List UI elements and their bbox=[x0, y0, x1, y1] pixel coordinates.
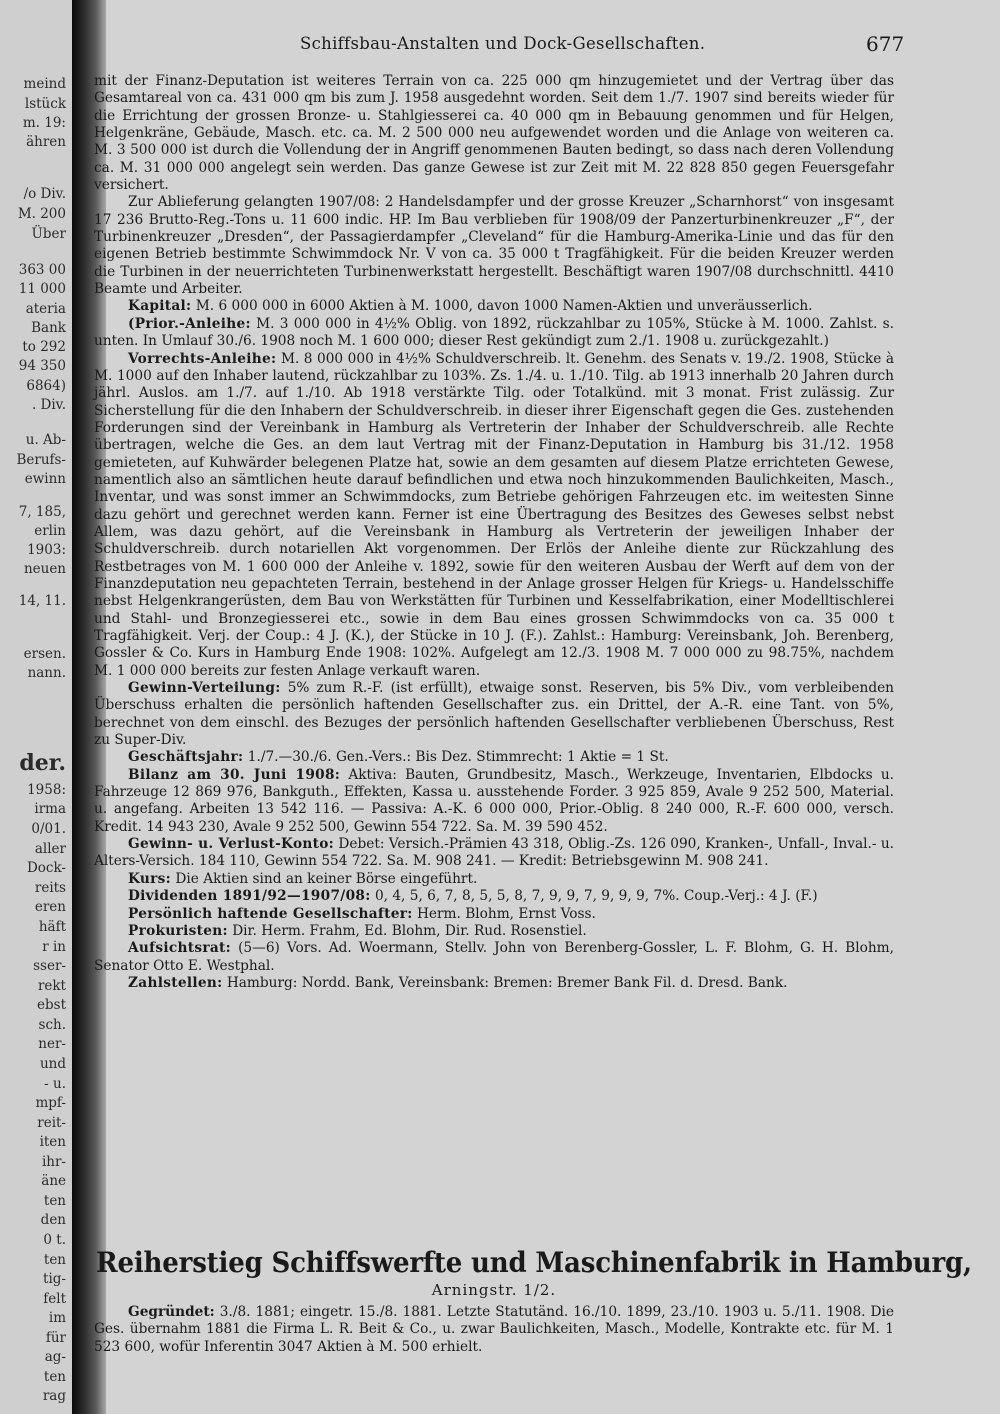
left-page-fragment: ersen. bbox=[23, 646, 66, 662]
paragraph bbox=[94, 975, 894, 992]
paragraph-heading: Vorrechts-Anleihe: bbox=[128, 350, 277, 367]
company-founded bbox=[94, 1304, 894, 1356]
paragraph-heading: Bilanz am 30. Juni 1908: bbox=[128, 766, 341, 783]
paragraph-heading: Gewinn-Verteilung: bbox=[128, 680, 281, 697]
left-page-fragment: mpf- bbox=[35, 1095, 66, 1111]
left-page-fragment: 0/01. bbox=[31, 821, 66, 837]
paragraph-text: Zur Ablieferung gelangten 1907/08: 2 Handelsdampfer und der grosse Kreuzer „Scharnhorst“ von insgesamt 17 236 Brutto-Reg.-Tons u. 11 600 indic. HP. Im Bau verblieben für 1908/09 der Panzerturbinenkreuzer „F“, der Turbinenkreuzer „Dresden“, der Passagierdampfer „Cleveland“ für die Hamburg-Amerika-Linie und das für den eigenen Betrieb bestimmte Schwimmdock Nr. V von ca. 35 000 t Tragfähigkeit. Für die beiden Kreuzer werden die Turbinen in der neuerrichteten Turbinenwerkstatt hergestellt. Beschäftigt waren 1907/08 durchschnittl. 4410 Beamte und Arbeiter. bbox=[94, 194, 894, 298]
paragraph-text: (5—6) Vors. Ad. Woermann, Stellv. John von Berenberg-Gossler, L. F. Blohm, G. H. Blohm, Senator Otto E. Westphal. bbox=[94, 940, 894, 974]
paragraph-heading: Dividenden 1891/92—1907/08: bbox=[128, 888, 371, 905]
paragraph bbox=[94, 940, 894, 975]
paragraph bbox=[94, 923, 894, 940]
founded-head: Gegründet: bbox=[128, 1304, 215, 1320]
founded-text: 3./8. 1881; eingetr. 15./8. 1881. Letzte Statutänd. 16./10. 1899, 23./10. 1903 u. 5./11. 1908. Die Ges. übernahm 1881 die Firma L. R. Beit & Co., u. zwar Baulichkeiten, Masch., Modelle, Kontrakte etc. für M. 1 523 600, wofür Inferentin 3047 Aktien à M. 500 erhielt. bbox=[94, 1304, 894, 1355]
paragraph bbox=[94, 194, 894, 298]
left-page-fragment: 11 000 bbox=[18, 281, 66, 297]
left-page-fragment: lstück bbox=[24, 96, 66, 112]
paragraph-heading: (Prior.-Anleihe: bbox=[128, 315, 251, 332]
paragraph-heading: Zahlstellen: bbox=[128, 974, 223, 991]
left-page-fragment: - u. bbox=[44, 1076, 66, 1092]
paragraph-text: 0, 4, 5, 6, 7, 8, 5, 5, 8, 7, 9, 9, 7, 9, 9, 9, 7%. Coup.-Verj.: 4 J. (F.) bbox=[374, 888, 818, 905]
left-page-fragment: ateria bbox=[25, 301, 66, 317]
left-page-fragment: 1958: bbox=[27, 782, 66, 798]
paragraph-text: mit der Finanz-Deputation ist weiteres Terrain von ca. 225 000 qm hinzugemietet und der Vertrag über das Gesamtareal von ca. 431 000 qm bis zum J. 1958 ausgedehnt worden. Seit dem 1./7. 1907 sind bereits wieder für die Errichtung der grossen Bronze- u. Stahlgiesserei ca. 40 000 qm in Bebauung genommen und für Helgen, Helgenkräne, Gebäude, Masch. etc. ca. M. 2 500 000 neu aufgewendet worden und die Anlage von weiteren ca. M. 3 500 000 ist durch die Vollendung der in Angriff genommenen Bauten bedingt, so dass nach deren Vollendung ca. M. 31 000 000 angelegt sein werden. Das ganze Gewese ist zur Zeit mit M. 22 828 850 gegen Feuersgefahr versichert. bbox=[94, 73, 894, 194]
left-page-fragment: sser- bbox=[33, 958, 66, 974]
paragraph-heading: Kapital: bbox=[128, 298, 192, 315]
left-page-fragment: ten bbox=[43, 1369, 66, 1385]
left-page-fragment: aller bbox=[34, 841, 66, 857]
left-page-fragment: den bbox=[40, 1212, 66, 1228]
paragraph-heading: Kurs: bbox=[128, 870, 172, 887]
left-page-fragment: sch. bbox=[38, 1017, 66, 1033]
left-page-fragment: rag bbox=[42, 1388, 66, 1404]
paragraph-text: Hamburg: Nordd. Bank, Vereinsbank: Bremen: Bremer Bank Fil. d. Dresd. Bank. bbox=[226, 974, 788, 991]
left-page-fragment: neuen bbox=[23, 561, 66, 577]
left-page-fragment: meind bbox=[23, 76, 66, 92]
left-page-fragment: Bank bbox=[31, 320, 66, 336]
left-page-fragment: ten bbox=[43, 1193, 66, 1209]
left-page-fragment: Dock- bbox=[26, 860, 66, 876]
left-page-fragment: 94 350 bbox=[18, 358, 66, 374]
company-address: Arningstr. 1/2. bbox=[431, 1281, 557, 1299]
paragraph-heading: Gewinn- u. Verlust-Konto: bbox=[128, 836, 335, 853]
left-page-fragment: ähren bbox=[26, 134, 66, 150]
paragraph-text: 1./7.—30./6. Gen.-Vers.: Bis Dez. Stimmrecht: 1 Aktie = 1 St. bbox=[247, 749, 669, 766]
left-page-fragment: . Div. bbox=[31, 397, 66, 413]
paragraph-text: M. 8 000 000 in 4½% Schuldverschreib. lt. Genehm. des Senats v. 19./2. 1908, Stücke à M. 1000 auf den Inhaber lautend, rückzahlbar zu 103%. Zs. 1./4. u. 1./10. Tilg. ab 1913 innerhalb 20 Jahren durch jährl. Auslos. am 1./7. auf 1./10. Ab 1918 verstärkte Tilg. oder Totalkünd. mit 3 monat. Frist zulässig. Zur Sicherstellung für die den Inhabern der Schuldverschreib. in dieser ihrer Eigenschaft gegen die Ges. zustehenden Forderungen sind der Vereinbank in Hamburg als Vertreterin der Inhaber der Schuldverschreib. alle Rechte übertragen, welche die Ges. an dem laut Vertrag mit der Finanz-Deputation in Hamburg bis 31./12. 1958 gemieteten, auf Kuhwärder belegenen Platze hat, sowie an dem gesamten auf diesem Platze errichteten Gewese, namentlich also an sämtlichen heute darauf befindlichen und etwa noch hinzukommenden Baulichkeiten, Masch., Inventar, und was sonst immer an Schwimmdocks, zum Betriebe gehörigen Fahrzeugen etc. im weitesten Sinne dazu gehört und gerechnet werden kann. Ferner ist eine Übertragung des Besitzes des Geweses selbst nebst Allem, was dazu gehört, auf die Vereinsbank in Hamburg als Vertreterin der jeweiligen Inhaber der Schuldverschreib. durch notariellen Akt vorgenommen. Der Erlös der Anleihe diente zur Rückzahlung des Restbetrages von M. 1 600 000 der Anleihe v. 1892, sowie für den weiteren Ausbau der Werft auf dem von der Finanzdeputation neu gepachteten Terrain, bestehend in der Anlage grosser Helgen für Kriegs- u. Handelsschiffe nebst Helgenkrangerüsten, dem Bau von Werkstätten für Turbinen und Kesselfabrikation, einer Modelltischlerei und Stahl- und Bronzegiesserei etc., sowie in dem Bau eines grossen Schwimmdocks von ca. 35 000 t Tragfähigkeit. Verj. der Coup.: 4 J. (K.), der Stücke in 10 J. (F.). Zahlst.: Hamburg: Vereinsbank, Joh. Berenberg, Gossler & Co. Kurs in Hamburg Ende 1908: 102%. Aufgelegt am 12./3. 1908 M. 7 000 000 zu 98.75%, nachdem M. 1 000 000 bereits zur festen Anlage verkauft waren. bbox=[94, 350, 894, 679]
left-page-fragment: 363 00 bbox=[18, 262, 66, 278]
paragraph bbox=[94, 73, 894, 194]
article-body bbox=[94, 73, 894, 992]
left-page-fragment: to 292 bbox=[22, 339, 66, 355]
left-page-fragment: tig- bbox=[43, 1271, 66, 1287]
paragraph bbox=[94, 767, 894, 836]
paragraph bbox=[94, 888, 894, 905]
left-page-fragment: ewinn bbox=[24, 471, 66, 487]
left-page-fragment: der. bbox=[19, 750, 66, 776]
paragraph bbox=[94, 749, 894, 766]
left-page-fragment: 14, 11. bbox=[18, 593, 66, 609]
paragraph-text: M. 6 000 000 in 6000 Aktien à M. 1000, davon 1000 Namen-Aktien und unveräusserlich. bbox=[195, 298, 813, 315]
paragraph-text: M. 3 000 000 in 4½% Oblig. von 1892, rückzahlbar zu 105%, Stücke à M. 1000. Zahlst. s. unten. In Umlauf 30./6. 1908 noch M. 1 600 000; dieser Rest gekündigt zum 2./1. 1908 u. zurückgezahlt.) bbox=[94, 315, 894, 350]
paragraph-text: Aktiva: Bauten, Grundbesitz, Masch., Werkzeuge, Inventarien, Elbdocks u. Fahrzeuge 12 869 976, Bankguth., Effekten, Kassa u. ausstehende Forder. 3 925 859, Avale 9 252 500, Material. u. angefang. Arbeiten 13 542 116. — Passiva: A.-K. 6 000 000, Prior.-Oblig. 8 240 000, R.-F. 600 000, versch. Kredit. 14 943 230, Avale 9 252 500, Gewinn 554 722. Sa. M. 39 590 452. bbox=[94, 766, 894, 835]
paragraph-text: Debet: Versich.-Prämien 43 318, Oblig.-Zs. 126 090, Kranken-, Unfall-, Inval.- u. Alters-Versich. 184 110, Gewinn 554 722. Sa. M. 908 241. — Kredit: Betriebsgewinn M. 908 241. bbox=[94, 836, 895, 870]
left-page-fragment: erlin bbox=[34, 523, 66, 539]
company-title: Reiherstieg Schiffswerfte und Maschinenfabrik in Hamburg, bbox=[96, 1246, 972, 1279]
paragraph-text: Herm. Blohm, Ernst Voss. bbox=[416, 905, 596, 922]
left-page-fragment: reit- bbox=[37, 1115, 66, 1131]
left-page-fragment: 6864) bbox=[26, 378, 66, 394]
left-page-fragment: r in bbox=[42, 939, 66, 955]
paragraph-heading: Aufsichtsrat: bbox=[128, 940, 232, 957]
left-page-fragment: M. 200 bbox=[17, 206, 66, 222]
left-page-fragment: äne bbox=[41, 1173, 66, 1189]
left-page-fragment: 1903: bbox=[27, 542, 66, 558]
left-page-fragment: im bbox=[48, 1310, 66, 1326]
paragraph bbox=[94, 871, 894, 888]
paragraph bbox=[94, 680, 894, 749]
left-page-strip bbox=[0, 0, 72, 1414]
left-page-fragment: rekt bbox=[37, 978, 66, 994]
page-number: 677 bbox=[866, 32, 905, 56]
paragraph-heading: Persönlich haftende Gesellschafter: bbox=[128, 905, 413, 922]
left-page-fragment: ner- bbox=[38, 1036, 66, 1052]
left-page-fragment: m. 19: bbox=[22, 115, 66, 131]
paragraph bbox=[94, 836, 894, 871]
left-page-fragment: und bbox=[39, 1056, 66, 1072]
left-page-fragment: Über bbox=[31, 226, 66, 242]
left-page-fragment: häft bbox=[38, 919, 66, 935]
left-page-fragment: u. Ab- bbox=[25, 432, 66, 448]
left-page-fragment: 7, 185, bbox=[18, 504, 66, 520]
paragraph-heading: Geschäftsjahr: bbox=[128, 749, 244, 766]
paragraph-text: Dir. Herm. Frahm, Ed. Blohm, Dir. Rud. Rosenstiel. bbox=[232, 922, 587, 939]
paragraph bbox=[94, 298, 894, 315]
paragraph bbox=[94, 906, 894, 923]
paragraph bbox=[94, 351, 894, 681]
paragraph-text: 5% zum R.-F. (ist erfüllt), etwaige sonst. Reserven, bis 5% Div., vom verbleibenden Überschuss erhalten die persönlich haftenden Gesellschafter zus. ein Drittel, der A.-R. eine Tant. von 5%, berechnet von dem einschl. des Bezuges der persönlich haftenden Gesellschafter verbliebenen Überschuss, Rest zu Super-Div. bbox=[94, 680, 894, 749]
left-page-fragment: ebst bbox=[37, 997, 66, 1013]
left-page-fragment: ag- bbox=[44, 1349, 66, 1365]
left-page-fragment: eren bbox=[34, 899, 66, 915]
paragraph bbox=[94, 316, 894, 351]
running-title: Schiffsbau-Anstalten und Dock-Gesellschaften. bbox=[300, 34, 706, 53]
left-page-fragment: ten bbox=[43, 1252, 66, 1268]
left-page-fragment: ihr- bbox=[41, 1154, 66, 1170]
left-page-fragment: felt bbox=[43, 1291, 66, 1307]
paragraph-text: Die Aktien sind an keiner Börse eingeführt. bbox=[175, 870, 478, 887]
left-page-fragment: irma bbox=[34, 801, 66, 817]
left-page-fragment: /o Div. bbox=[23, 186, 66, 202]
left-page-fragment: 0 t. bbox=[43, 1232, 66, 1248]
left-page-fragment: reits bbox=[34, 880, 66, 896]
left-page-fragment: iten bbox=[39, 1134, 66, 1150]
paragraph-heading: Prokuristen: bbox=[128, 922, 228, 939]
left-page-fragment: für bbox=[45, 1330, 66, 1346]
left-page-fragment: Berufs- bbox=[16, 452, 66, 468]
left-page-fragment: nann. bbox=[27, 665, 66, 681]
